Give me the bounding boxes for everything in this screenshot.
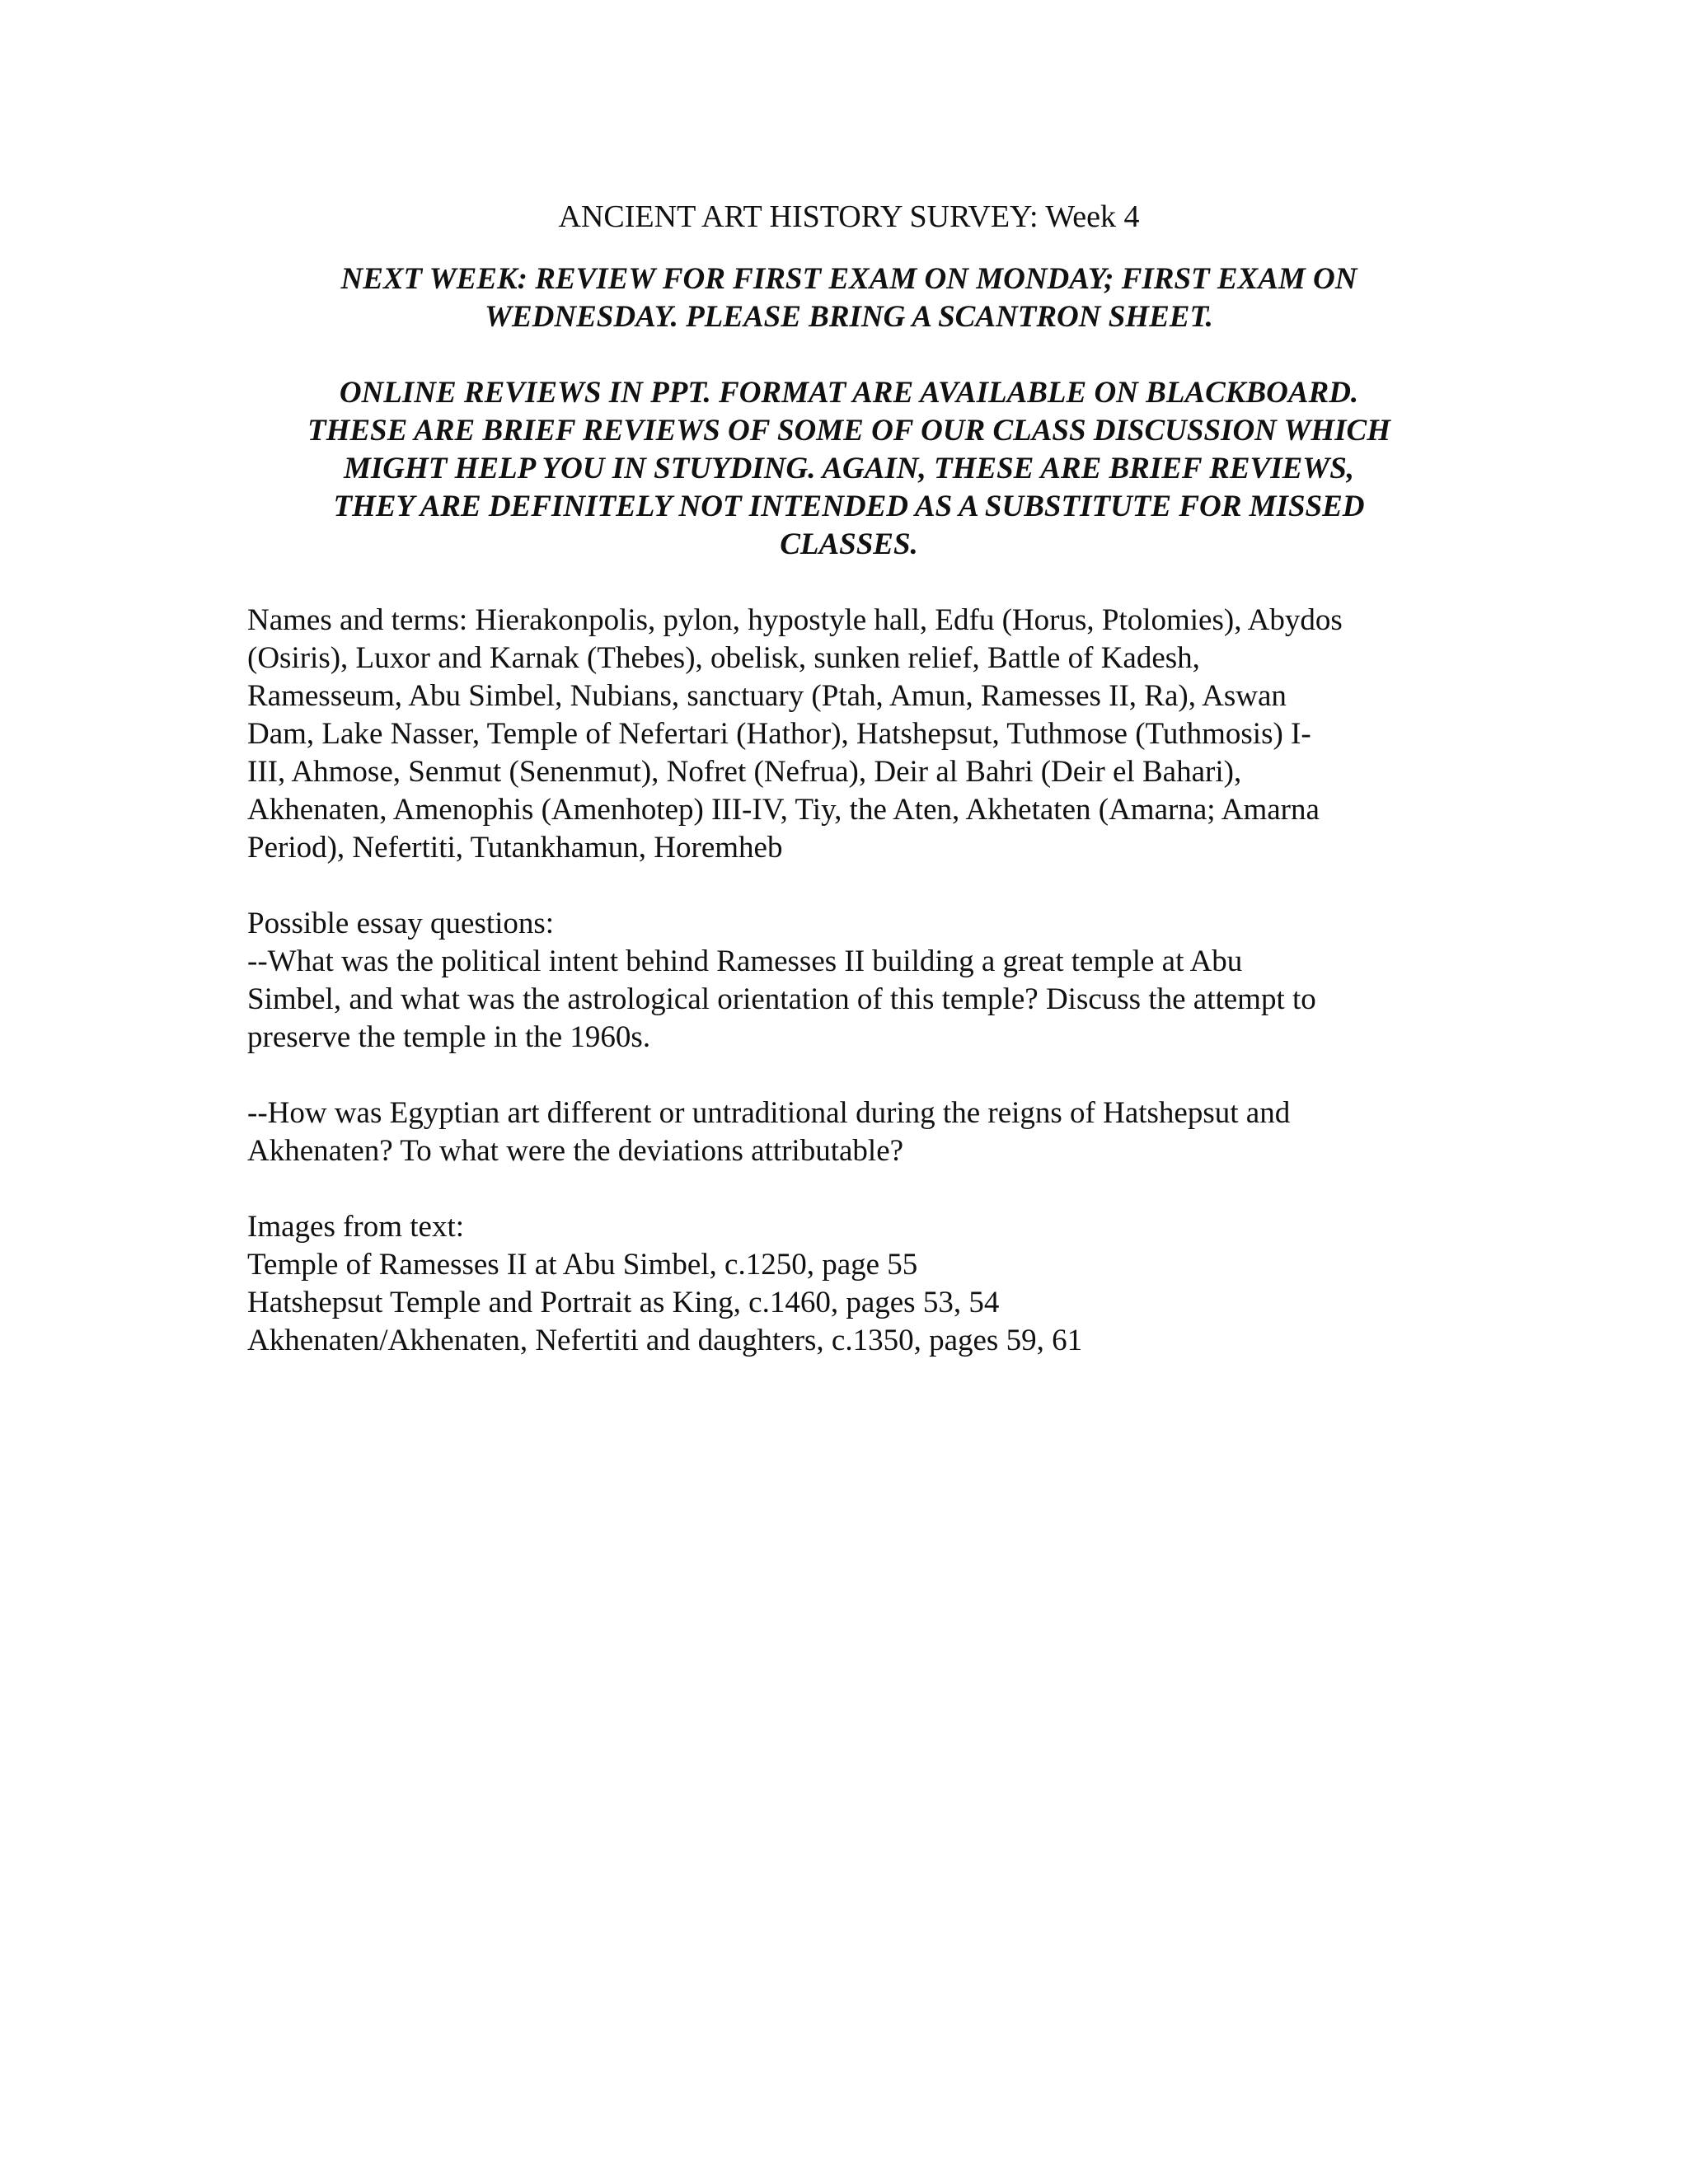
terms-line: Dam, Lake Nasser, Temple of Nefertari (Hathor), Hatshepsut, Tuthmose (Tuthmosis) I- <box>247 717 1311 751</box>
notice-line: NEXT WEEK: REVIEW FOR FIRST EXAM ON MONDAY; FIRST EXAM ON <box>340 262 1357 296</box>
images-from-text <box>247 1208 1451 1360</box>
terms-line: III, Ahmose, Senmut (Senenmut), Nofret (Nefrua), Deir al Bahri (Deir el Bahari), <box>247 755 1242 789</box>
images-heading: Images from text: <box>247 1210 465 1244</box>
essay-line: --What was the political intent behind Ramesses II building a great temple at Abu <box>247 944 1243 978</box>
essay-line: --How was Egyptian art different or untraditional during the reigns of Hatshepsut and <box>247 1096 1291 1130</box>
notice-line: THESE ARE BRIEF REVIEWS OF SOME OF OUR CLASS DISCUSSION WHICH <box>307 414 1391 448</box>
names-and-terms <box>247 602 1451 867</box>
review-notice <box>247 374 1451 564</box>
notice-line: ONLINE REVIEWS IN PPT. FORMAT ARE AVAILABLE ON BLACKBOARD. <box>339 376 1359 410</box>
essay-line: preserve the temple in the 1960s. <box>247 1020 651 1054</box>
image-item: Akhenaten/Akhenaten, Nefertiti and daughters, c.1350, pages 59, 61 <box>247 1324 1083 1357</box>
image-item: Hatshepsut Temple and Portrait as King, c.1460, pages 53, 54 <box>247 1286 1000 1319</box>
terms-line: (Osiris), Luxor and Karnak (Thebes), obelisk, sunken relief, Battle of Kadesh, <box>247 641 1200 675</box>
essay-line: Simbel, and what was the astrological orientation of this temple? Discuss the attempt to <box>247 982 1316 1016</box>
terms-line: Ramesseum, Abu Simbel, Nubians, sanctuary (Ptah, Amun, Ramesses II, Ra), Aswan <box>247 679 1287 713</box>
document-page <box>247 198 1451 1398</box>
terms-line: Period), Nefertiti, Tutankhamun, Horemheb <box>247 831 783 865</box>
notice-line: WEDNESDAY. PLEASE BRING A SCANTRON SHEET. <box>485 300 1213 334</box>
image-item: Temple of Ramesses II at Abu Simbel, c.1250, page 55 <box>247 1248 918 1282</box>
exam-notice <box>247 260 1451 336</box>
essay-line: Akhenaten? To what were the deviations attributable? <box>247 1134 904 1168</box>
notice-line: MIGHT HELP YOU IN STUYDING. AGAIN, THESE ARE BRIEF REVIEWS, <box>343 452 1355 485</box>
essay-question-2 <box>247 1094 1451 1170</box>
notice-line: CLASSES. <box>780 527 918 561</box>
essay-heading: Possible essay questions: <box>247 907 555 940</box>
page-title: ANCIENT ART HISTORY SURVEY: Week 4 <box>558 199 1140 234</box>
terms-line: Akhenaten, Amenophis (Amenhotep) III-IV, Tiy, the Aten, Akhetaten (Amarna; Amarna <box>247 793 1320 827</box>
essay-question-1 <box>247 905 1451 1057</box>
terms-line: Names and terms: Hierakonpolis, pylon, hypostyle hall, Edfu (Horus, Ptolomies), Abydos <box>247 603 1343 637</box>
notice-line: THEY ARE DEFINITELY NOT INTENDED AS A SUBSTITUTE FOR MISSED <box>333 490 1365 523</box>
